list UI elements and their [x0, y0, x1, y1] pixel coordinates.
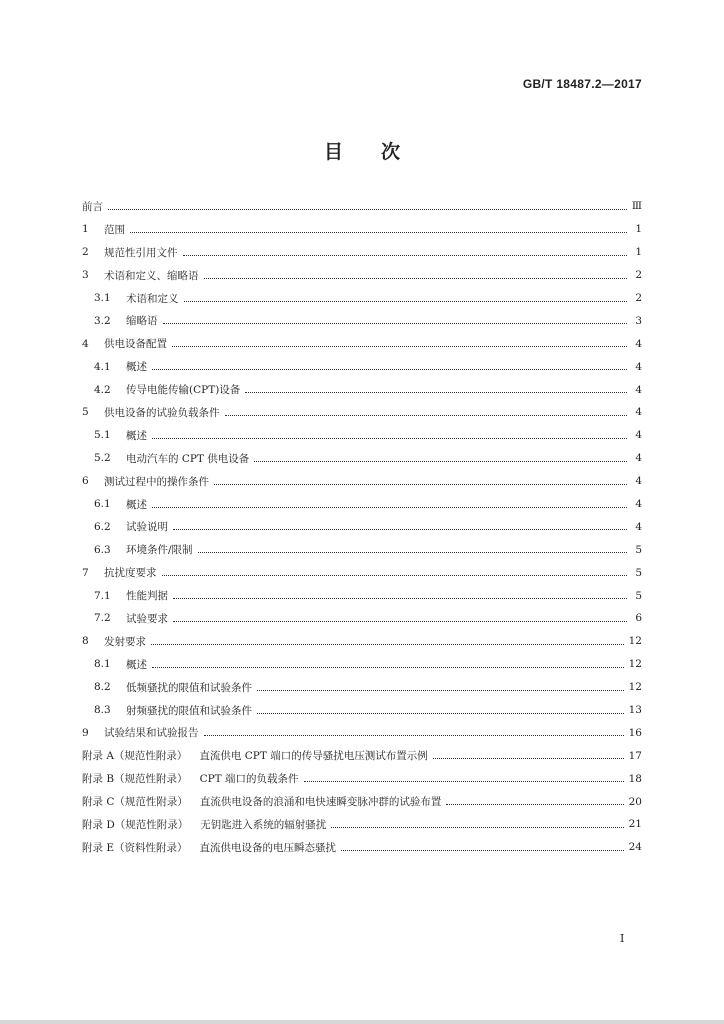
toc-annex-id: 附录 E（资料性附录）: [82, 841, 188, 854]
toc-entry-label: 低频骚扰的限值和试验条件: [126, 681, 252, 694]
toc-entry[interactable]: [82, 538, 642, 561]
toc-leader-dots: [152, 359, 627, 370]
toc-entry-page: 3: [635, 314, 642, 327]
bottom-divider: [0, 1020, 724, 1024]
toc-leader-dots: [152, 428, 627, 439]
toc-entry-number: 4.1: [94, 360, 111, 373]
toc-leader-dots: [254, 451, 627, 462]
toc-entry[interactable]: [82, 561, 642, 584]
toc-entry-page: 12: [628, 658, 642, 671]
toc-leader-dots: [173, 588, 627, 599]
toc-entry[interactable]: [82, 332, 642, 355]
toc-entry-page: 5: [635, 566, 642, 579]
toc-entry-label: 供电设备配置: [104, 338, 167, 351]
toc-entry-number: 3.1: [94, 292, 111, 304]
toc-entry-label: 范围: [104, 223, 125, 236]
toc-entry-number: 7: [82, 566, 89, 579]
toc-annex-entry[interactable]: [82, 836, 642, 859]
toc-leader-dots: [446, 794, 623, 805]
toc-entry-number: 1: [82, 223, 89, 236]
toc-entry-label: 测试过程中的操作条件: [104, 475, 209, 488]
toc-leader-dots: [433, 748, 624, 759]
table-of-contents: [82, 195, 642, 859]
toc-entry-page: 1: [635, 223, 642, 236]
toc-entry[interactable]: [82, 241, 642, 264]
toc-entry-label: 发射要求: [104, 635, 146, 648]
toc-entry-page: 5: [635, 589, 642, 602]
toc-entry[interactable]: [82, 355, 642, 378]
toc-entry-label: 电动汽车的 CPT 供电设备: [126, 452, 250, 465]
toc-leader-dots: [173, 519, 627, 530]
toc-entry-label: 术语和定义: [126, 292, 179, 305]
toc-leader-dots: [214, 474, 627, 485]
toc-leader-dots: [130, 222, 627, 233]
toc-entry[interactable]: [82, 493, 642, 516]
toc-leader-dots: [184, 291, 628, 302]
toc-entry-number: 6.3: [94, 543, 111, 556]
toc-entry-number: 5: [82, 406, 89, 419]
toc-entry-number: 2: [82, 246, 89, 259]
toc-entry-label: 无钥匙进入系统的辐射骚扰: [200, 818, 327, 831]
toc-entry-number: 8: [82, 635, 89, 648]
toc-leader-dots: [341, 840, 624, 851]
toc-entry-number: 7.2: [94, 612, 111, 625]
toc-entry-label: 试验要求: [126, 612, 168, 625]
toc-entry-page: 18: [628, 772, 642, 785]
toc-entry-label: 环境条件/限制: [126, 544, 193, 557]
toc-entry[interactable]: [82, 584, 642, 607]
toc-entry-page: 2: [635, 269, 642, 282]
toc-entry-label: 传导电能传输(CPT)设备: [126, 384, 241, 397]
toc-entry-label: 直流供电设备的浪涌和电快速瞬变脉冲群的试验布置: [199, 796, 442, 809]
toc-leader-dots: [172, 336, 627, 347]
toc-entry-number: 8.3: [94, 704, 111, 717]
toc-entry-label: 直流供电设备的电压瞬态骚扰: [199, 841, 337, 854]
page-number: Ⅰ: [620, 932, 625, 945]
toc-annex-id: 附录 B（规范性附录）: [82, 773, 188, 786]
toc-leader-dots: [151, 634, 624, 645]
toc-entry-number: 5.2: [94, 452, 111, 465]
toc-entry-label: 规范性引用文件: [104, 246, 178, 259]
toc-entry-page: 16: [628, 726, 642, 739]
toc-entry-number: 6.2: [94, 520, 111, 533]
toc-leader-dots: [204, 725, 624, 736]
toc-leader-dots: [204, 268, 628, 279]
toc-entry[interactable]: [82, 653, 642, 676]
toc-entry[interactable]: [82, 699, 642, 722]
title-char-1: 目: [323, 141, 343, 163]
toc-entry-number: 9: [82, 726, 89, 739]
toc-annex-id: 附录 D（规范性附录）: [82, 818, 189, 831]
toc-entry[interactable]: [82, 309, 642, 332]
toc-annex-entry[interactable]: [82, 813, 642, 836]
toc-entry-label: CPT 端口的负载条件: [199, 773, 299, 786]
toc-entry[interactable]: [82, 515, 642, 538]
toc-entry-number: 6: [82, 475, 89, 488]
toc-leader-dots: [108, 199, 627, 210]
toc-entry-label: 概述: [126, 498, 147, 511]
toc-entry-number: 4.2: [94, 383, 111, 396]
standard-code: GB/T 18487.2—2017: [522, 77, 642, 91]
toc-entry-page: 12: [628, 681, 642, 694]
toc-entry-label: 射频骚扰的限值和试验条件: [126, 704, 252, 717]
toc-leader-dots: [225, 405, 628, 416]
toc-entry-label: 术语和定义、缩略语: [104, 269, 199, 282]
toc-entry[interactable]: [82, 676, 642, 699]
toc-entry[interactable]: [82, 401, 642, 424]
toc-entry-page: 4: [635, 429, 642, 442]
toc-entry-page: 4: [635, 406, 642, 419]
toc-entry-page: 4: [635, 383, 642, 396]
toc-entry-page: 2: [635, 292, 642, 304]
toc-entry-label: 直流供电 CPT 端口的传导骚扰电压测试布置示例: [199, 750, 428, 763]
toc-entry-page: 5: [635, 543, 642, 556]
toc-entry-label: 缩略语: [126, 315, 158, 328]
toc-leader-dots: [163, 313, 628, 324]
toc-leader-dots: [304, 771, 624, 782]
toc-leader-dots: [152, 497, 627, 508]
toc-entry[interactable]: [82, 721, 642, 744]
toc-annex-entry[interactable]: [82, 767, 642, 790]
toc-annex-id: 附录 A（规范性附录）: [82, 750, 188, 763]
toc-entry-label: 供电设备的试验负载条件: [104, 406, 220, 419]
toc-leader-dots: [331, 817, 623, 828]
toc-entry[interactable]: [82, 607, 642, 630]
toc-leader-dots: [173, 611, 627, 622]
toc-annex-entry[interactable]: [82, 790, 642, 813]
toc-entry-page: 6: [635, 612, 642, 625]
toc-leader-dots: [198, 542, 627, 553]
toc-entry-page: 4: [635, 475, 642, 488]
toc-entry-label: 试验说明: [126, 521, 168, 534]
toc-entry-label: 前言: [82, 200, 103, 213]
toc-entry[interactable]: [82, 447, 642, 470]
toc-entry-label: 概述: [126, 429, 147, 442]
toc-entry-page: 20: [628, 795, 642, 808]
toc-entry-number: 8.2: [94, 681, 111, 694]
toc-entry-label: 抗扰度要求: [104, 567, 157, 580]
toc-leader-dots: [257, 680, 624, 691]
toc-entry-page: 1: [635, 246, 642, 259]
page-title: [0, 137, 724, 164]
toc-annex-id: 附录 C（规范性附录）: [82, 796, 188, 809]
toc-entry[interactable]: [82, 264, 642, 287]
toc-entry-number: 6.1: [94, 498, 111, 511]
toc-entry-page: 4: [635, 452, 642, 465]
toc-entry-label: 概述: [126, 361, 147, 374]
toc-leader-dots: [183, 245, 628, 256]
toc-entry-page: 4: [635, 337, 642, 350]
toc-entry-page: Ⅲ: [631, 200, 642, 213]
toc-leader-dots: [257, 703, 624, 714]
toc-entry-number: 8.1: [94, 658, 111, 671]
toc-entry-label: 试验结果和试验报告: [104, 727, 199, 740]
toc-entry-label: 概述: [126, 658, 147, 671]
toc-annex-entry[interactable]: [82, 744, 642, 767]
toc-entry-number: 7.1: [94, 589, 111, 602]
toc-entry-number: 5.1: [94, 429, 111, 442]
toc-entry-page: 13: [628, 704, 642, 717]
toc-leader-dots: [245, 382, 627, 393]
toc-entry[interactable]: [82, 218, 642, 241]
title-char-2: 次: [381, 141, 401, 163]
toc-entry-page: 4: [635, 360, 642, 373]
toc-entry-page: 12: [628, 635, 642, 648]
toc-entry[interactable]: [82, 424, 642, 447]
toc-entry-page: 4: [635, 498, 642, 511]
toc-entry[interactable]: [82, 287, 642, 310]
toc-entry-page: 17: [628, 749, 642, 762]
toc-entry-page: 24: [628, 841, 642, 854]
toc-entry-page: 21: [628, 818, 642, 831]
toc-leader-dots: [152, 657, 624, 668]
toc-entry-number: 4: [82, 337, 89, 350]
toc-leader-dots: [162, 565, 628, 576]
toc-entry-number: 3.2: [94, 314, 111, 327]
toc-entry[interactable]: [82, 470, 642, 493]
toc-entry[interactable]: [82, 630, 642, 653]
toc-entry[interactable]: [82, 378, 642, 401]
toc-entry-number: 3: [82, 269, 89, 282]
toc-entry-page: 4: [635, 520, 642, 533]
toc-entry[interactable]: [82, 195, 642, 218]
toc-entry-label: 性能判据: [126, 590, 168, 603]
